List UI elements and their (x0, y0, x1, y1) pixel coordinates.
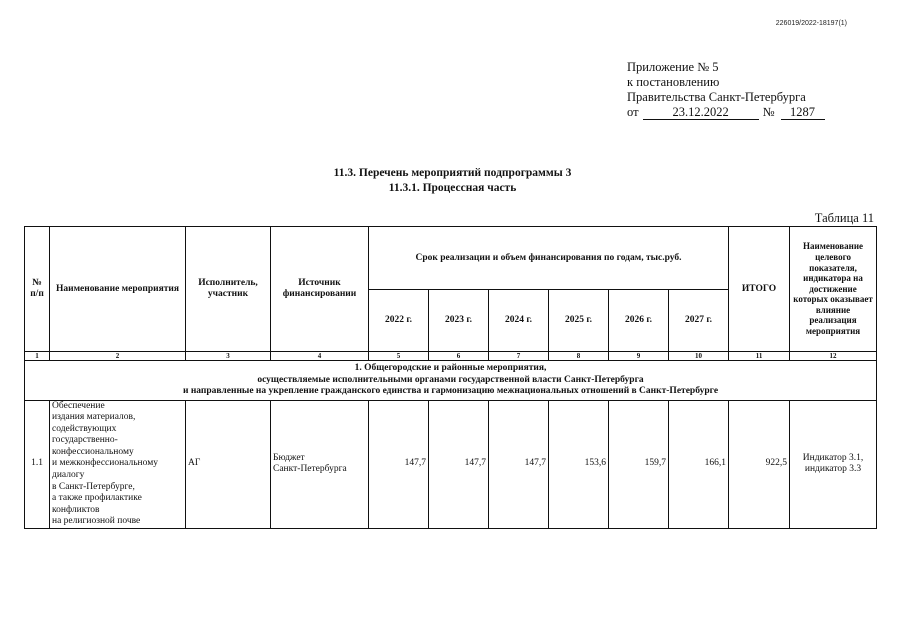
appendix-line-2: к постановлению (627, 75, 720, 89)
number-prefix: № (762, 105, 775, 119)
row-value-2023: 147,7 (429, 400, 489, 529)
header-total: ИТОГО (729, 227, 790, 352)
header-year: 2024 г. (489, 290, 549, 352)
name-line: конфессиональному (52, 446, 134, 457)
row-indicator (790, 400, 877, 529)
name-line: и межконфессиональному (52, 458, 158, 469)
row-value-2022: 147,7 (369, 400, 429, 529)
row-total: 922,5 (729, 400, 790, 529)
column-number: 9 (609, 352, 669, 361)
section-line-3: и направленные на укрепление гражданского единства и гармонизацию межнациональных отношений в Санкт-Петербурге (182, 386, 719, 396)
row-value-2025: 153,6 (549, 400, 609, 529)
decree-number: 1287 (781, 106, 825, 120)
row-source (271, 400, 369, 529)
name-line: издания материалов, (52, 412, 136, 423)
header-period-group: Срок реализации и объем финансирования по годам, тыс.руб. (369, 227, 729, 290)
page-heading (0, 166, 905, 196)
column-number: 5 (369, 352, 429, 361)
name-line: а также профилактике (52, 493, 142, 504)
row-value-2026: 159,7 (609, 400, 669, 529)
source-line: Санкт-Петербурга (273, 464, 347, 475)
document-number: 226019/2022-18197(1) (775, 20, 847, 27)
header-num: № п/п (25, 227, 50, 352)
table-caption: Таблица 11 (814, 211, 874, 225)
header-source: Источник финансировании (271, 227, 369, 352)
column-number-row (25, 352, 877, 361)
row-num: 1.1 (25, 400, 50, 529)
header-year: 2025 г. (549, 290, 609, 352)
row-name (50, 400, 186, 529)
header-indicator: Наименование целевого показателя, индикатора на достижение которых оказывает влияние реализация мероприятия (790, 227, 877, 352)
heading-line-2: 11.3.1. Процессная часть (388, 182, 517, 194)
column-number: 3 (186, 352, 271, 361)
header-name: Наименование мероприятия (50, 227, 186, 352)
heading-line-1: 11.3. Перечень мероприятий подпрограммы 3 (333, 167, 572, 179)
row-value-2024: 147,7 (489, 400, 549, 529)
appendix-date-line (627, 105, 825, 120)
appendix-line-1: Приложение № 5 (627, 60, 719, 74)
column-number: 10 (669, 352, 729, 361)
section-title (25, 361, 877, 401)
column-number: 12 (790, 352, 877, 361)
column-number: 4 (271, 352, 369, 361)
row-executor: АГ (186, 400, 271, 529)
section-line-2: осуществляемые исполнительными органами государственной власти Санкт-Петербурга (257, 374, 644, 385)
column-number: 8 (549, 352, 609, 361)
appendix-block (627, 60, 825, 120)
date-prefix: от (627, 105, 639, 119)
header-year: 2026 г. (609, 290, 669, 352)
source-line: Бюджет (273, 452, 305, 463)
row-value-2027: 166,1 (669, 400, 729, 529)
measures-table (24, 226, 877, 529)
name-line: государственно- (52, 435, 118, 446)
indicator-line: Индикатор 3.1, (802, 452, 864, 463)
section-row (25, 361, 877, 401)
name-line: конфликтов (52, 504, 100, 515)
name-line: Обеспечение (52, 400, 105, 411)
decree-date: 23.12.2022 (643, 106, 759, 120)
appendix-line-3: Правительства Санкт-Петербурга (627, 90, 806, 104)
header-year: 2027 г. (669, 290, 729, 352)
column-number: 6 (429, 352, 489, 361)
table-row (25, 400, 877, 529)
column-number: 2 (50, 352, 186, 361)
name-line: на религиозной почве (52, 516, 141, 527)
column-number: 7 (489, 352, 549, 361)
section-line-1: 1. Общегородские и районные мероприятия, (354, 363, 547, 373)
header-year: 2023 г. (429, 290, 489, 352)
indicator-line: индикатор 3.3 (804, 464, 862, 475)
name-line: диалогу (52, 470, 85, 481)
column-number: 1 (25, 352, 50, 361)
header-year: 2022 г. (369, 290, 429, 352)
column-number: 11 (729, 352, 790, 361)
header-executor: Исполнитель, участник (186, 227, 271, 352)
name-line: в Санкт-Петербурге, (52, 481, 135, 492)
name-line: содействующих (52, 423, 117, 434)
